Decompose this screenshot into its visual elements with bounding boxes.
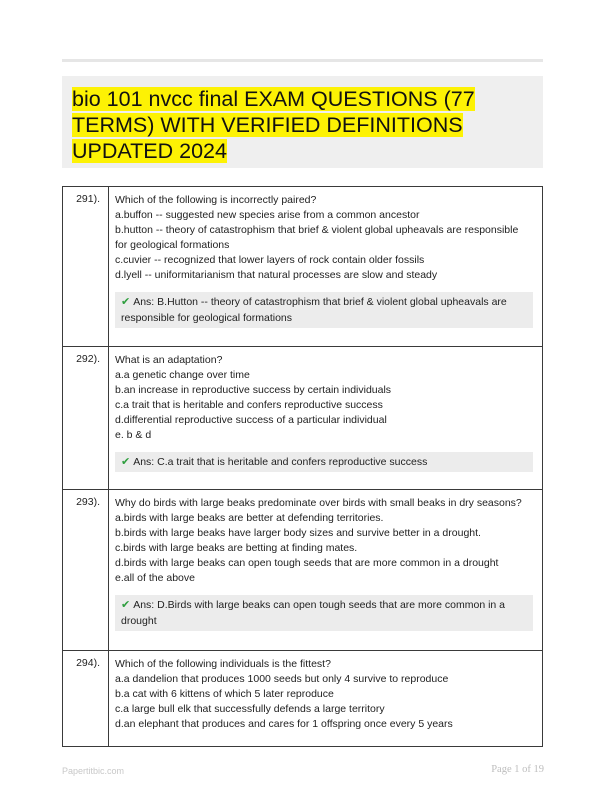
option-line: a.a genetic change over time xyxy=(115,369,250,381)
answer-box xyxy=(115,452,533,472)
checkmark-icon: ✔ xyxy=(121,296,131,308)
question-text: Which of the following individuals is the fittest? xyxy=(115,658,331,670)
question-number: 294). xyxy=(63,651,109,747)
question-row xyxy=(63,490,543,651)
question-row xyxy=(63,347,543,490)
question-body xyxy=(109,187,543,347)
question-number: 291). xyxy=(63,187,109,347)
top-divider xyxy=(62,59,543,62)
question-row xyxy=(63,651,543,747)
option-line: c.a large bull elk that successfully defends a large territory xyxy=(115,703,385,715)
checkmark-icon: ✔ xyxy=(121,599,131,611)
option-line: b.an increase in reproductive success by certain individuals xyxy=(115,384,392,396)
option-line: d.lyell -- uniformitarianism that natural processes are slow and steady xyxy=(115,269,438,281)
option-line: a.buffon -- suggested new species arise from a common ancestor xyxy=(115,209,420,221)
title-box xyxy=(62,76,543,168)
question-body xyxy=(109,490,543,651)
answer-box xyxy=(115,292,533,328)
question-text: Which of the following is incorrectly paired? xyxy=(115,194,317,206)
answer-text: Ans: C.a trait that is heritable and confers reproductive success xyxy=(133,456,428,468)
question-body xyxy=(109,651,543,747)
checkmark-icon: ✔ xyxy=(121,456,131,468)
question-text: What is an adaptation? xyxy=(115,354,223,366)
option-line: b.birds with large beaks have larger body sizes and survive better in a drought. xyxy=(115,527,481,539)
qa-table xyxy=(62,186,543,747)
answer-text: Ans: D.Birds with large beaks can open tough seeds that are more common in a drought xyxy=(121,599,505,627)
option-line: a.a dandelion that produces 1000 seeds but only 4 survive to reproduce xyxy=(115,673,449,685)
option-line: b.hutton -- theory of catastrophism that brief & violent global upheavals are responsible for geological formations xyxy=(115,224,519,251)
option-line: c.birds with large beaks are betting at finding mates. xyxy=(115,542,358,554)
question-text: Why do birds with large beaks predominate over birds with small beaks in dry seasons? xyxy=(115,497,522,509)
option-line: d.an elephant that produces and cares for 1 offspring once every 5 years xyxy=(115,718,453,730)
document-title: bio 101 nvcc final EXAM QUESTIONS (77 TERMS) WITH VERIFIED DEFINITIONS UPDATED 2024 xyxy=(72,87,475,163)
question-body xyxy=(109,347,543,490)
answer-text: Ans: B.Hutton -- theory of catastrophism that brief & violent global upheavals are responsible for geological formations xyxy=(121,296,507,324)
question-number: 293). xyxy=(63,490,109,651)
option-line: e. b & d xyxy=(115,429,152,441)
question-row xyxy=(63,187,543,347)
option-line: a.birds with large beaks are better at defending territories. xyxy=(115,512,384,524)
option-line: c.cuvier -- recognized that lower layers of rock contain older fossils xyxy=(115,254,425,266)
option-line: c.a trait that is heritable and confers reproductive success xyxy=(115,399,383,411)
option-line: b.a cat with 6 kittens of which 5 later reproduce xyxy=(115,688,334,700)
option-line: d.birds with large beaks can open tough seeds that are more common in a drought xyxy=(115,557,499,569)
answer-box xyxy=(115,595,533,631)
page-indicator: Page 1 of 19 xyxy=(491,764,544,775)
question-number: 292). xyxy=(63,347,109,490)
option-line: d.differential reproductive success of a particular individual xyxy=(115,414,387,426)
option-line: e.all of the above xyxy=(115,572,195,584)
watermark-text: Papertitbic.com xyxy=(62,766,125,776)
